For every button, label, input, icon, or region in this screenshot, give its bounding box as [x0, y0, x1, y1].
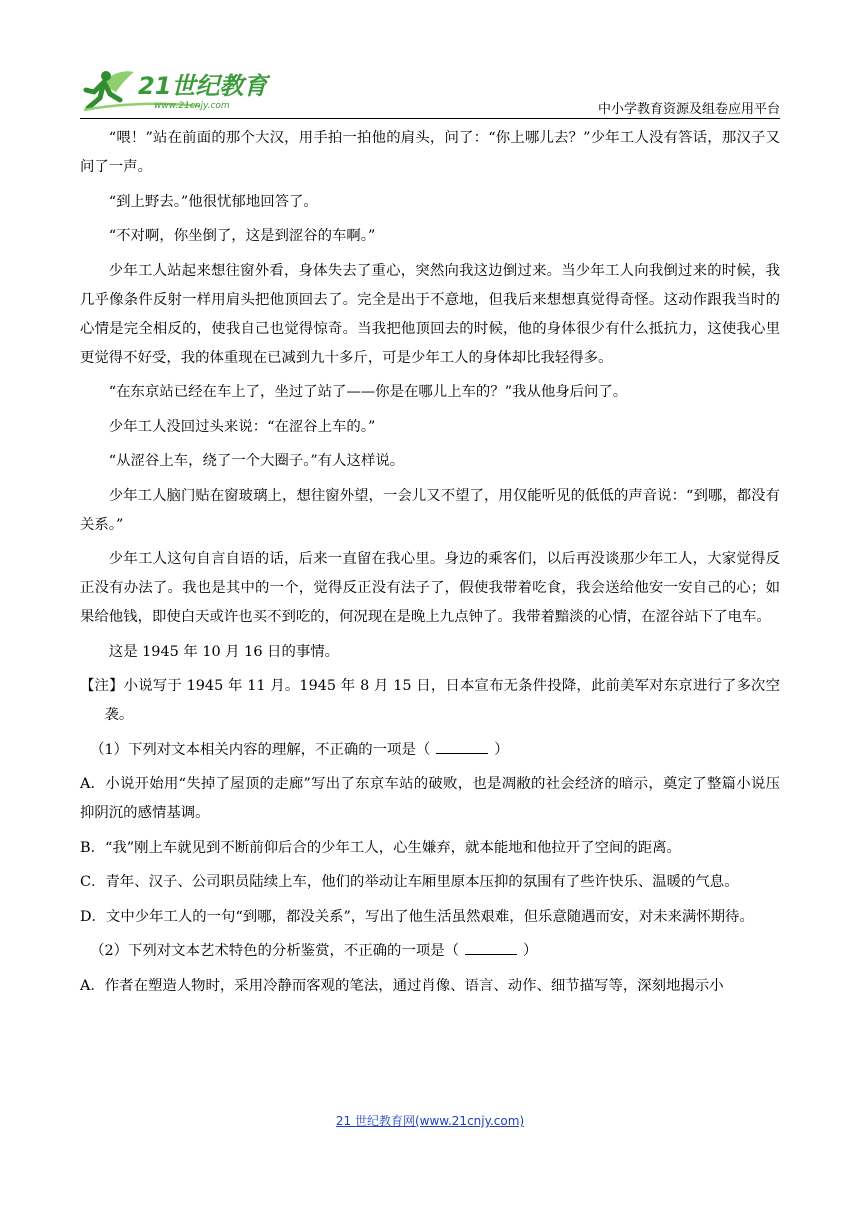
question-1-option-b: B．“我”刚上车就见到不断前仰后合的少年工人，心生嫌弃，就本能地和他拉开了空间的距离。: [80, 839, 681, 856]
paragraph: “喂！”站在前面的那个大汉，用手拍一拍他的肩头，问了：“你上哪儿去？”少年工人没有答话，那汉子又问了一声。: [80, 130, 780, 175]
question-stem-close: ）: [523, 943, 538, 959]
page-header: [80, 62, 780, 118]
page-footer: [0, 1112, 860, 1129]
header-divider: [80, 118, 780, 119]
question-stem-text: （2）下列对文本艺术特色的分析鉴赏，不正确的一项是（: [90, 943, 460, 959]
question-1-option-d: D．文中少年工人的一句“到哪，都没关系”，写出了他生活虽然艰难，但乐意随遇而安，对未来满怀期待。: [80, 908, 754, 925]
paragraph: 少年工人站起来想往窗外看，身体失去了重心，突然向我这边倒过来。当少年工人向我倒过来的时候，我几乎像条件反射一样用肩头把他顶回去了。完全是出于不意地，但我后来想想真觉得奇怪。这动作跟我当时的心情是完全相反的，使我自己也觉得惊奇。当我把他顶回去的时候，他的身体很少有什么抵抗力，这使我心里更觉得不好受，我的体重现在已减到九十多斤，可是少年工人的身体却比我轻得多。: [80, 262, 780, 366]
document-body: [80, 124, 780, 1006]
question-1-stem: [80, 736, 780, 765]
paragraph: 少年工人没回过头来说：“在涩谷上车的。”: [108, 418, 376, 435]
svg-text:www.21cnjy.com: www.21cnjy.com: [154, 101, 230, 111]
question-stem-close: ）: [494, 741, 509, 758]
platform-title: 中小学教育资源及组卷应用平台: [597, 102, 780, 117]
question-2-option-a: A．作者在塑造人物时，采用冷静而客观的笔法，通过肖像、语言、动作、细节描写等，深刻地揭示小: [80, 977, 724, 994]
paragraph: 少年工人这句自言自语的话，后来一直留在我心里。身边的乘客们，以后再没谈那少年工人，大家觉得反正没有办法了。我也是其中的一个，觉得反正没有法子了，假使我带着吃食，我会送给他安一安自己的心；如果给他钱，即使白天或许也买不到吃的，何况现在是晚上九点钟了。我带着黯淡的心情，在涩谷站下了电车。: [80, 551, 780, 625]
runner-logo-icon: [80, 62, 270, 114]
answer-blank[interactable]: [465, 938, 517, 955]
answer-blank[interactable]: [436, 737, 488, 754]
paragraph: 这是 1945 年 10 月 16 日的事情。: [108, 643, 340, 660]
paragraph: 少年工人脑门贴在窗玻璃上，想往窗外望，一会儿又不望了，用仅能听见的低低的声音说：“到哪，都没有关系。”: [80, 487, 780, 533]
paragraph: “从涩谷上车，绕了一个大圈子。”有人这样说。: [108, 453, 405, 469]
question-2-stem: [80, 937, 780, 966]
question-stem-text: （1）下列对文本相关内容的理解，不正确的一项是（: [90, 741, 431, 758]
question-1-option-c: C．青年、汉子、公司职员陆续上车，他们的举动让车厢里原本压抑的氛围有了些许快乐、温暖的气息。: [80, 874, 739, 890]
paragraph: “在东京站已经在车上了，坐过了站了——你是在哪儿上车的？”我从他身后问了。: [108, 384, 628, 400]
question-1-option-a: A．小说开始用“失掉了屋顶的走廊”写出了东京车站的破败，也是凋敝的社会经济的暗示，奠定了整篇小说压抑阴沉的感情基调。: [80, 776, 780, 821]
site-logo: [80, 62, 270, 114]
paragraph: “不对啊，你坐倒了，这是到涩谷的车啊。”: [108, 228, 376, 244]
paragraph: “到上野去。”他很忧郁地回答了。: [108, 193, 318, 210]
svg-text:21世纪教育: 21世纪教育: [138, 72, 268, 100]
note-paragraph: 【注】小说写于 1945 年 11 月。1945 年 8 月 15 日，日本宣布无条件投降，此前美军对东京进行了多次空袭。: [80, 678, 780, 723]
footer-link[interactable]: 21 世纪教育网(www.21cnjy.com): [335, 1114, 525, 1128]
